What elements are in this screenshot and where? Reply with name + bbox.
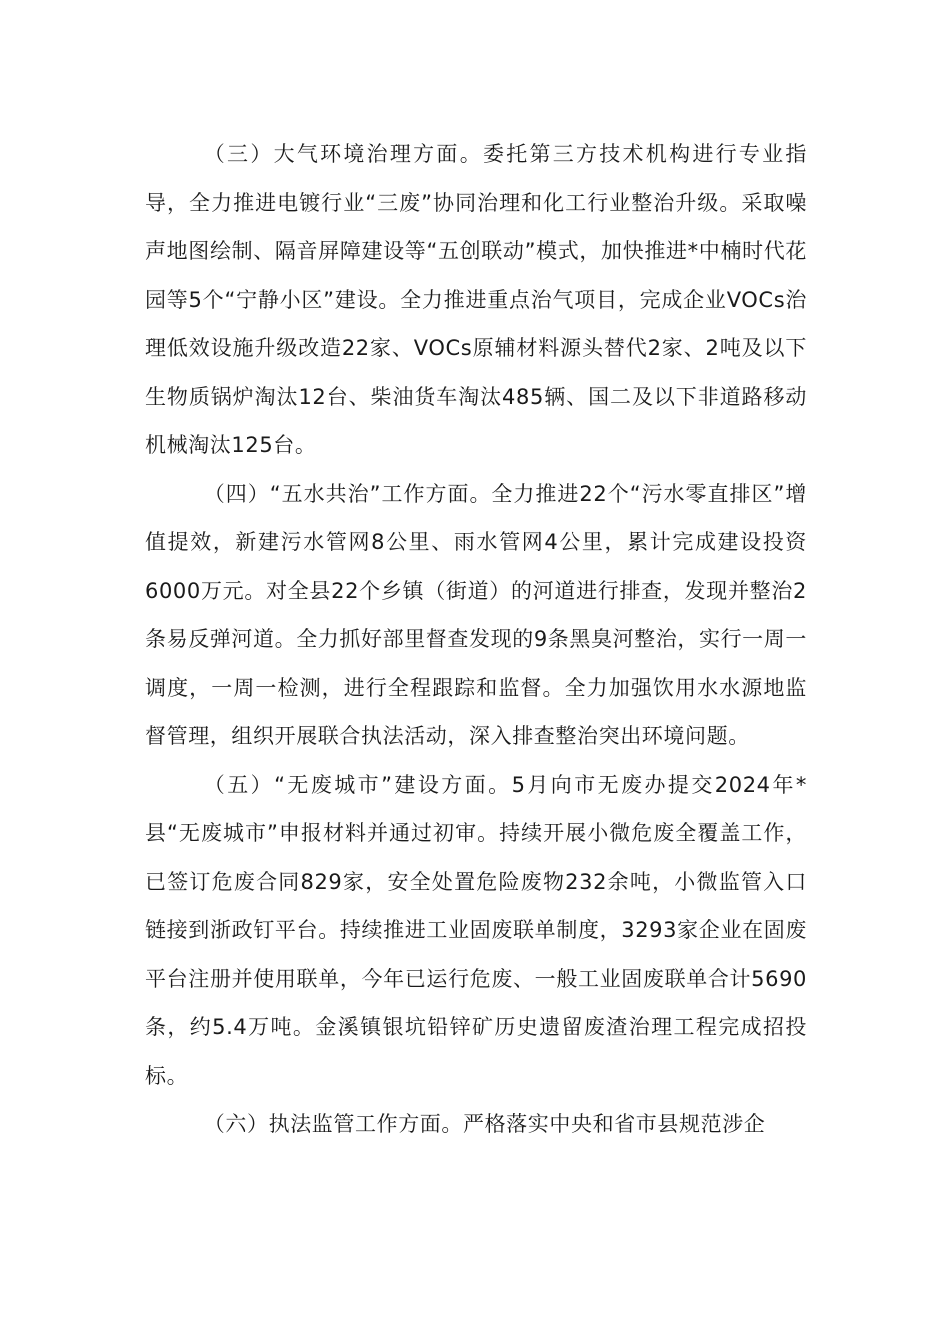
paragraph-water-governance: （四）“五水共治”工作方面。全力推进22个“污水零直排区”增值提效，新建污水管网8公里、雨水管网4公里，累计完成建设投资6000万元。对全县22个乡镇（街道）的河道进行排查，发现并整治2条易反弹河道。全力抓好部里督查发现的9条黑臭河整治，实行一周一调度，一周一检测，进行全程跟踪和监督。全力加强饮用水水源地监督管理，组织开展联合执法活动，深入排查整治突出环境问题。 bbox=[145, 481, 807, 748]
paragraph-air-environment: （三）大气环境治理方面。委托第三方技术机构进行专业指导，全力推进电镀行业“三废”协同治理和化工行业整治升级。采取噪声地图绘制、隔音屏障建设等“五创联动”模式，加快推进*中楠时代花园等5个“宁静小区”建设。全力推进重点治气项目，完成企业VOCs治理低效设施升级改造22家、VOCs原辅材料源头替代2家、2吨及以下生物质锅炉淘汰12台、柴油货车淘汰485辆、国二及以下非道路移动机械淘汰125台。 bbox=[145, 142, 807, 457]
document-body bbox=[145, 130, 807, 1149]
paragraph-law-enforcement: （六）执法监管工作方面。严格落实中央和省市县规范涉企 bbox=[203, 1112, 766, 1136]
paragraph-zero-waste-city: （五）“无废城市”建设方面。5月向市无废办提交2024年*县“无废城市”申报材料并通过初审。持续开展小微危废全覆盖工作，已签订危废合同829家，安全处置危险废物232余吨，小微监管入口链接到浙政钉平台。持续推进工业固废联单制度，3293家企业在固废平台注册并使用联单，今年已运行危废、一般工业固废联单合计5690条，约5.4万吨。金溪镇银坑铅锌矿历史遗留废渣治理工程完成招投标。 bbox=[145, 772, 807, 1088]
